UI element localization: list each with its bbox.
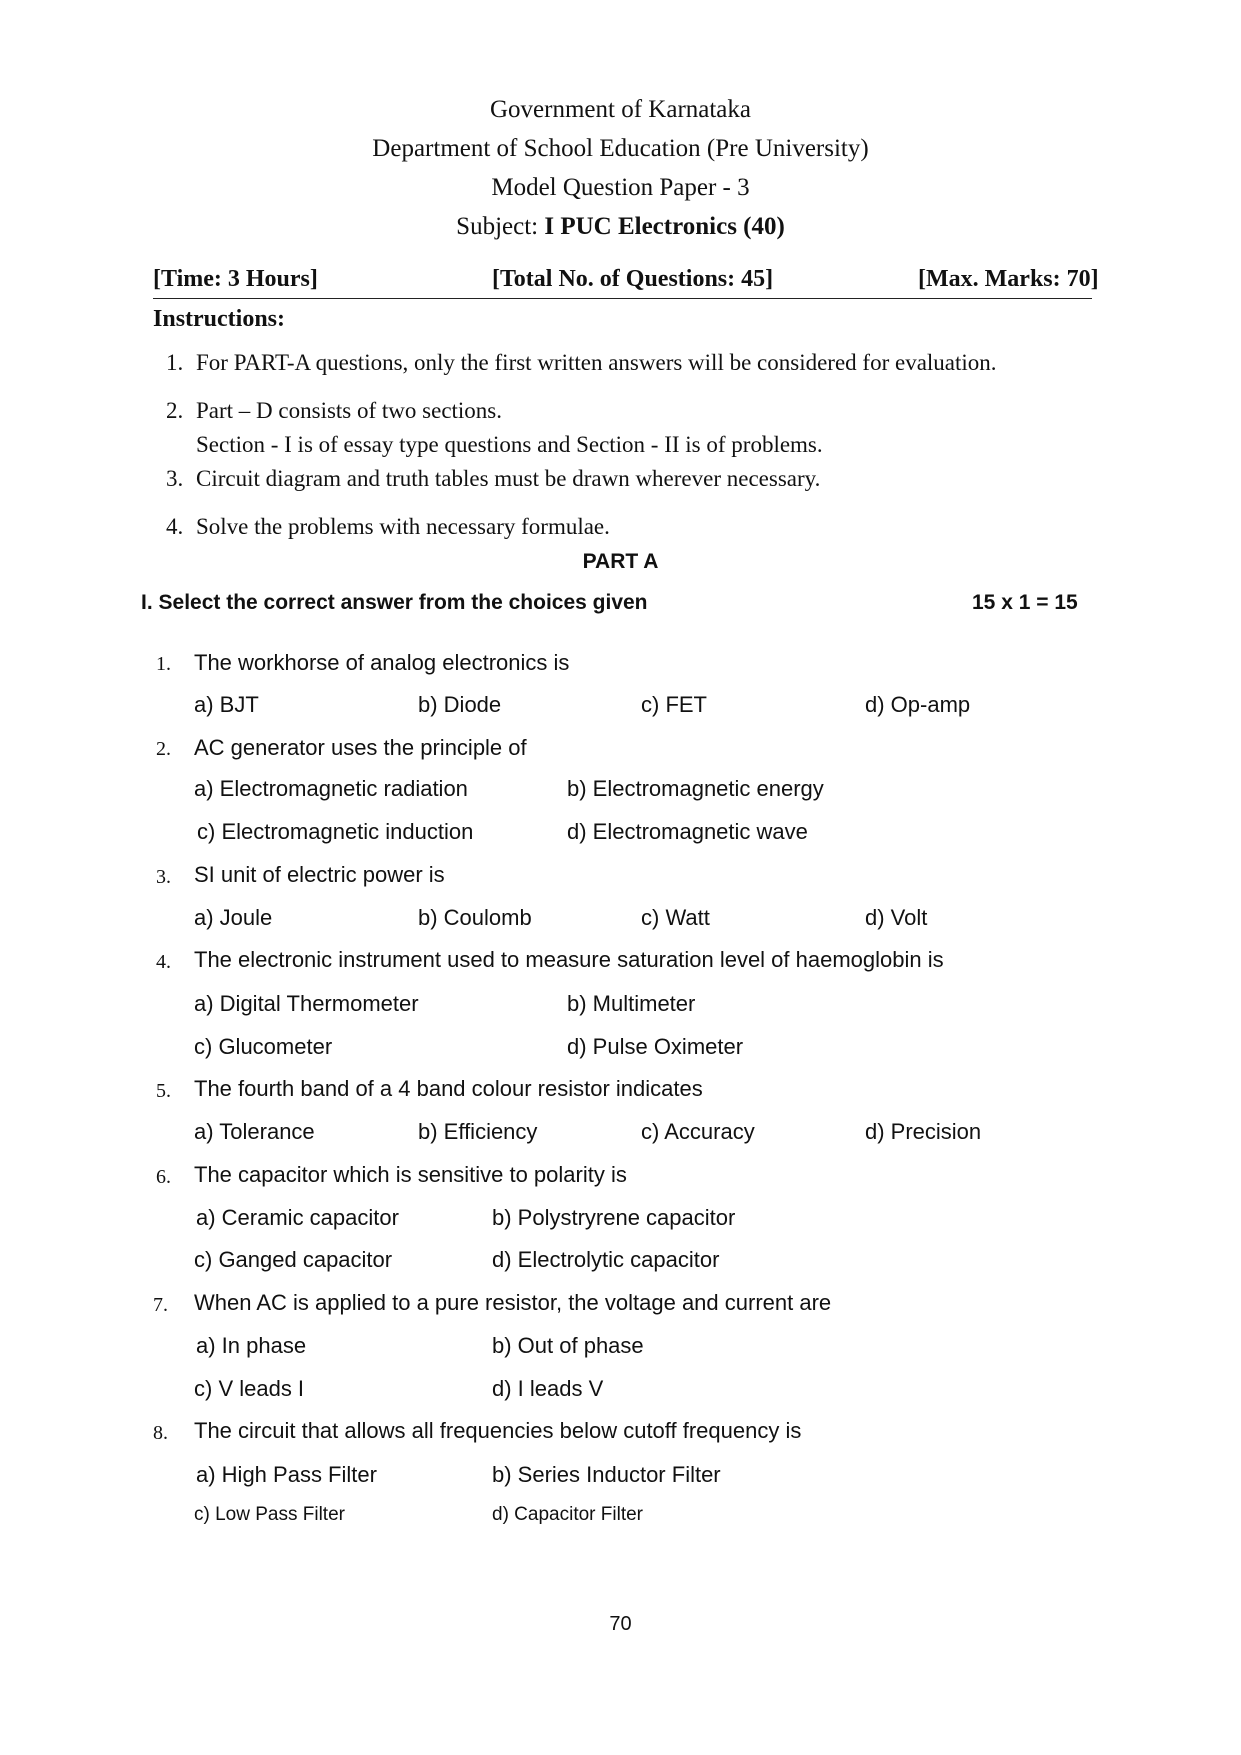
question-4-option-a: a) Digital Thermometer (194, 991, 419, 1016)
instruction-3-text: Circuit diagram and truth tables must be drawn wherever necessary. (196, 466, 821, 491)
instruction-1-num: 1. (166, 350, 184, 375)
question-7-text: When AC is applied to a pure resistor, the voltage and current are (194, 1290, 832, 1315)
question-8-number: 8. (153, 1422, 168, 1444)
question-7-option-d: d) I leads V (492, 1376, 604, 1401)
question-1-option-d: d) Op-amp (865, 692, 971, 717)
question-1-option-a: a) BJT (194, 692, 259, 717)
meta-time: [Time: 3 Hours] (153, 266, 318, 292)
question-5-option-a: a) Tolerance (194, 1119, 315, 1144)
question-1-text: The workhorse of analog electronics is (194, 650, 570, 675)
question-6-text: The capacitor which is sensitive to polarity is (194, 1162, 627, 1187)
question-2-number: 2. (156, 738, 171, 760)
question-4-option-c: c) Glucometer (194, 1034, 333, 1059)
question-3-option-c: c) Watt (641, 905, 710, 930)
question-6-option-d: d) Electrolytic capacitor (492, 1247, 720, 1272)
header-government: Government of Karnataka (490, 96, 751, 123)
instruction-4-text: Solve the problems with necessary formulae. (196, 514, 610, 539)
question-7-option-b: b) Out of phase (492, 1333, 644, 1358)
instruction-2-num: 2. (166, 398, 184, 423)
question-8-option-c: c) Low Pass Filter (194, 1504, 345, 1525)
header-paper-title: Model Question Paper - 3 (491, 174, 750, 201)
meta-max-marks: [Max. Marks: 70] (918, 266, 1099, 292)
subject-value: I PUC Electronics (40) (544, 213, 785, 240)
question-6-option-c: c) Ganged capacitor (194, 1247, 393, 1272)
question-2-option-b: b) Electromagnetic energy (567, 776, 824, 801)
question-7-number: 7. (153, 1294, 168, 1316)
question-2-option-a: a) Electromagnetic radiation (194, 776, 468, 801)
question-8-option-b: b) Series Inductor Filter (492, 1462, 721, 1487)
question-7-option-a: a) In phase (196, 1333, 307, 1358)
question-7-option-c: c) V leads I (194, 1376, 305, 1401)
section-marks: 15 x 1 = 15 (972, 591, 1078, 614)
instruction-3-num: 3. (166, 466, 184, 491)
question-3-text: SI unit of electric power is (194, 862, 445, 887)
page-number: 70 (609, 1613, 632, 1635)
question-6-option-a: a) Ceramic capacitor (196, 1205, 399, 1230)
question-5-number: 5. (156, 1080, 171, 1102)
instruction-2-text2: Section - I is of essay type questions and Section - II is of problems. (196, 432, 823, 457)
subject-prefix: Subject: (456, 213, 545, 240)
instructions-title: Instructions: (153, 306, 286, 332)
question-4-number: 4. (156, 951, 171, 973)
question-2-option-c: c) Electromagnetic induction (197, 819, 474, 844)
question-8-option-a: a) High Pass Filter (196, 1462, 377, 1487)
question-2-option-d: d) Electromagnetic wave (567, 819, 808, 844)
question-1-option-b: b) Diode (418, 692, 502, 717)
question-4-option-d: d) Pulse Oximeter (567, 1034, 744, 1059)
instruction-4-num: 4. (166, 514, 184, 539)
question-3-option-d: d) Volt (865, 905, 928, 930)
question-8-text: The circuit that allows all frequencies below cutoff frequency is (194, 1418, 802, 1443)
section-title: I. Select the correct answer from the choices given (141, 591, 648, 614)
question-3-number: 3. (156, 866, 171, 888)
question-5-text: The fourth band of a 4 band colour resistor indicates (194, 1076, 703, 1101)
question-2-text: AC generator uses the principle of (194, 735, 527, 760)
part-a-title: PART A (582, 550, 659, 573)
question-1-option-c: c) FET (641, 692, 707, 717)
question-5-option-b: b) Efficiency (418, 1119, 538, 1144)
question-5-option-c: c) Accuracy (641, 1119, 755, 1144)
question-8-option-d: d) Capacitor Filter (492, 1504, 643, 1525)
question-4-text: The electronic instrument used to measure saturation level of haemoglobin is (194, 947, 944, 972)
question-5-option-d: d) Precision (865, 1119, 982, 1144)
question-3-option-b: b) Coulomb (418, 905, 532, 930)
question-6-number: 6. (156, 1166, 171, 1188)
question-1-number: 1. (156, 653, 171, 675)
instruction-1-text: For PART-A questions, only the first written answers will be considered for evaluation. (196, 350, 997, 375)
meta-divider (153, 298, 1092, 299)
question-4-option-b: b) Multimeter (567, 991, 696, 1016)
meta-total-questions: [Total No. of Questions: 45] (492, 266, 774, 292)
question-6-option-b: b) Polystryrene capacitor (492, 1205, 736, 1230)
instruction-2-text: Part – D consists of two sections. (196, 398, 503, 423)
header-department: Department of School Education (Pre University) (372, 135, 869, 162)
header-subject (0, 213, 1241, 241)
question-3-option-a: a) Joule (194, 905, 273, 930)
